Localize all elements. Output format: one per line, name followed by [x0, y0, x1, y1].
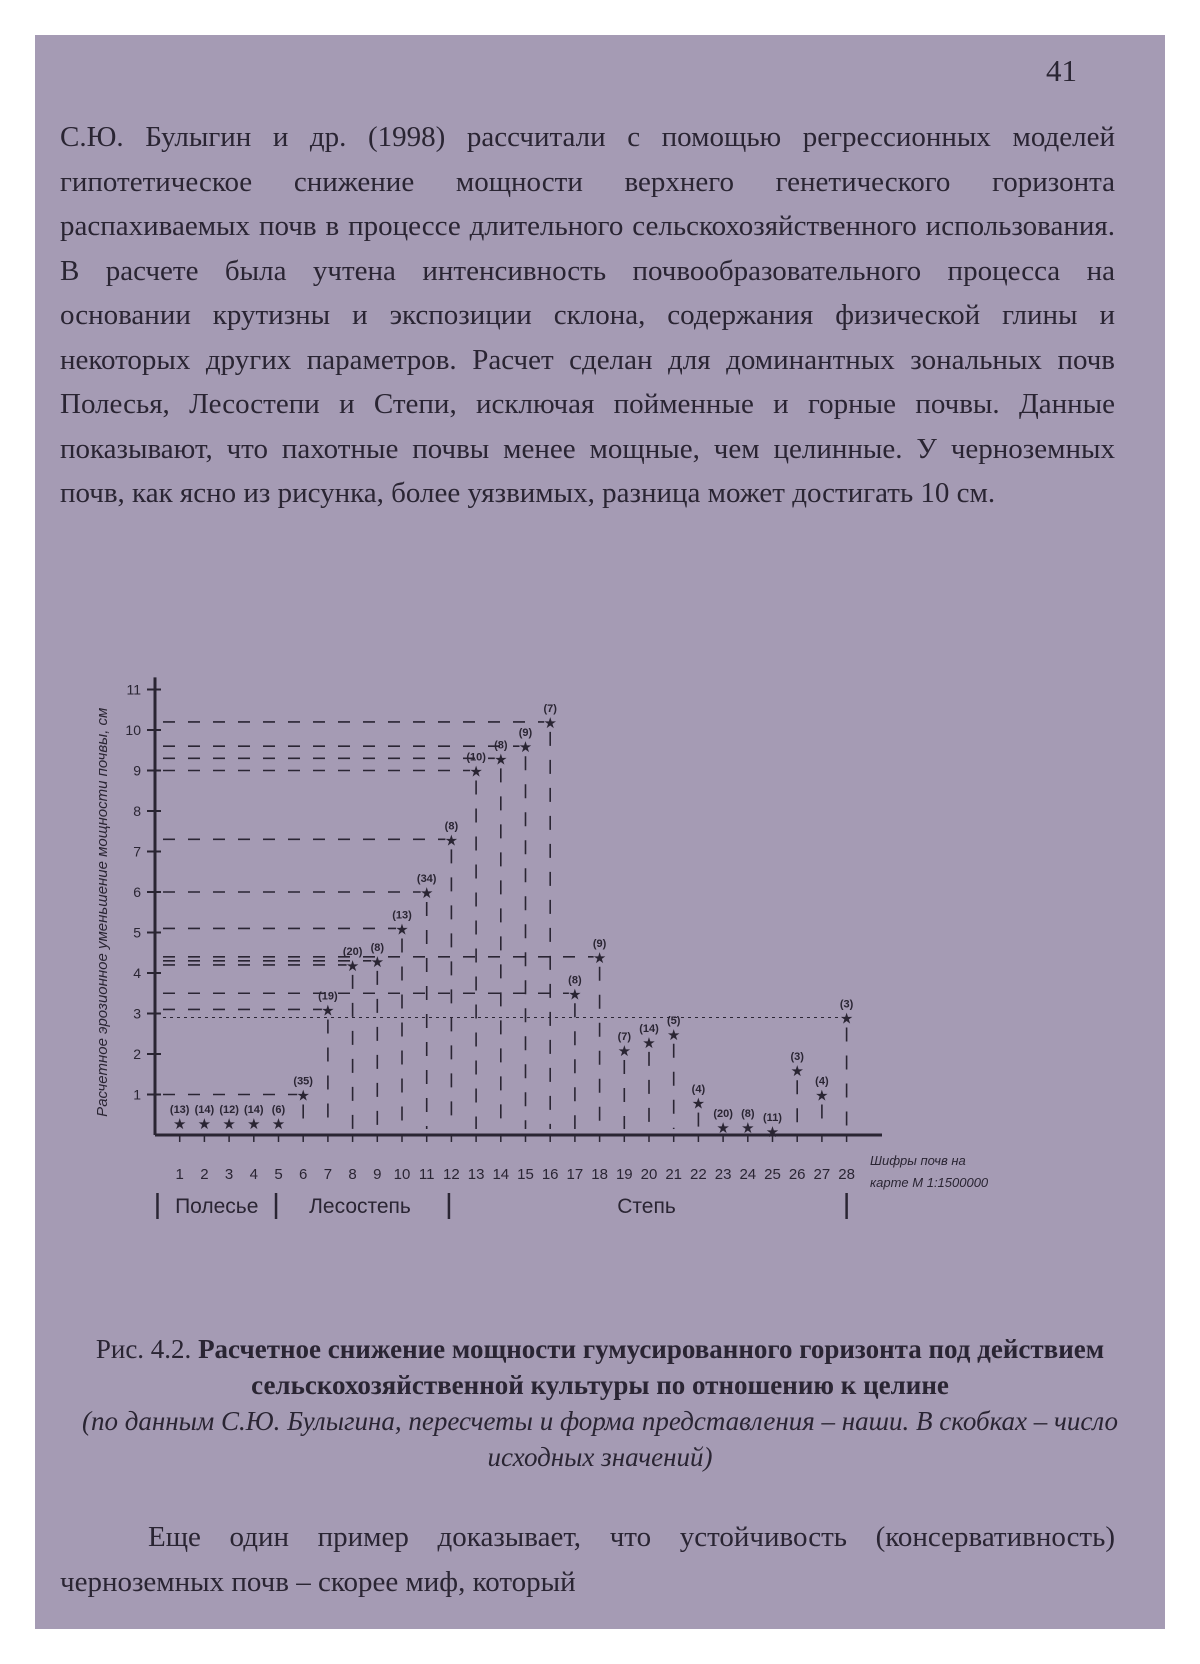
- data-point-star: ★: [370, 953, 385, 971]
- figure-4-2: [35, 681, 1165, 1305]
- data-point-star: ★: [321, 1002, 335, 1020]
- x-tick-label: 7: [323, 1166, 333, 1183]
- data-point-count: (19): [318, 990, 338, 1003]
- data-point-star: ★: [172, 1116, 187, 1133]
- data-point-star: ★: [222, 1116, 236, 1133]
- x-tick-label: 2: [200, 1166, 209, 1183]
- data-point-star: ★: [642, 1034, 656, 1052]
- data-point-count: (8): [741, 1107, 755, 1120]
- data-point-count: (13): [169, 1104, 190, 1116]
- data-point-count: (4): [691, 1083, 706, 1096]
- y-tick-label: 11: [126, 681, 141, 698]
- x-tick-label: 8: [348, 1166, 357, 1183]
- data-point-count: (14): [639, 1022, 659, 1035]
- x-tick-label: 10: [393, 1166, 411, 1183]
- scanned-page: [35, 35, 1165, 1629]
- zone-label-step: Степь: [617, 1195, 676, 1218]
- x-tick-label: 12: [443, 1166, 460, 1183]
- x-tick-label: 5: [274, 1166, 283, 1183]
- data-point-count: (3): [839, 998, 854, 1011]
- y-tick-label: 3: [133, 1005, 141, 1022]
- x-tick-label: 25: [764, 1166, 781, 1183]
- data-point-star: ★: [543, 714, 557, 732]
- x-tick-label: 27: [813, 1166, 831, 1183]
- data-point-count: (12): [219, 1104, 239, 1116]
- data-point-count: (6): [271, 1104, 286, 1116]
- data-point-count: (8): [568, 974, 582, 987]
- data-point-star: ★: [741, 1119, 755, 1137]
- data-point-star: ★: [716, 1119, 730, 1137]
- data-point-star: ★: [790, 1063, 804, 1081]
- data-point-count: (35): [293, 1075, 313, 1088]
- data-point-star: ★: [839, 1010, 854, 1028]
- figure-caption: [65, 1331, 1135, 1475]
- data-point-star: ★: [592, 949, 607, 967]
- caption-number: Рис. 4.2.: [95, 1334, 192, 1364]
- data-point-star: ★: [395, 921, 409, 939]
- x-tick-label: 6: [299, 1166, 308, 1183]
- y-axis-label: Расчетное эрозионное уменьшение мощности почвы, см: [94, 707, 111, 1117]
- data-point-star: ★: [247, 1116, 261, 1133]
- paragraph-intro: С.Ю. Булыгин и др. (1998) рассчитали с помощью регрессионных моделей гипотетическое снижение мощности верхнего генетического горизонта распахиваемых почв в процессе длительного сельскохозяйственного использования. В расчете была учтена интенсивность почвообразовательного процесса на основании крутизны и экспозиции склона, содержания физической глины и некоторых других параметров. Расчет сделан для доминантных зональных почв Полесья, Лесостепи и Степи, исключая пойменные и горные почвы. Данные показывают, что пахотные почвы менее мощные, чем целинные. У черноземных почв, как ясно из рисунка, более уязвимых, разница может достигать 10 см.: [60, 121, 1115, 509]
- data-point-star: ★: [296, 1087, 310, 1105]
- x-tick-label: 22: [690, 1166, 707, 1183]
- data-point-count: (9): [518, 727, 533, 740]
- data-point-star: ★: [345, 957, 360, 975]
- x-tick-label: 15: [517, 1166, 534, 1183]
- data-point-count: (10): [466, 751, 486, 764]
- caption-title: Расчетное снижение мощности гумусированного горизонта под действием сельскохозяйственной культуры по отношению к целине: [198, 1334, 1105, 1400]
- y-tick-label: 2: [133, 1046, 141, 1062]
- x-tick-label: 1: [175, 1166, 184, 1183]
- data-point-star: ★: [691, 1095, 706, 1113]
- x-tick-label: 18: [591, 1166, 608, 1183]
- x-tick-label: 24: [739, 1166, 757, 1183]
- data-point-count: (7): [617, 1030, 632, 1043]
- x-tick-label: 13: [467, 1166, 485, 1183]
- y-tick-label: 6: [133, 884, 141, 900]
- data-point-star: ★: [494, 751, 508, 769]
- x-tick-label: 19: [615, 1166, 633, 1183]
- data-point-count: (20): [713, 1107, 733, 1120]
- x-tick-label: 23: [714, 1166, 732, 1183]
- x-axis-label: Шифры почв на: [870, 1153, 966, 1168]
- zone-label-polesie: Полесье: [175, 1195, 259, 1218]
- data-point-count: (34): [416, 873, 437, 885]
- data-point-count: (4): [815, 1075, 829, 1088]
- data-point-star: ★: [469, 763, 483, 781]
- data-point-star: ★: [518, 739, 533, 757]
- x-tick-label: 3: [224, 1166, 234, 1183]
- data-point-count: (11): [763, 1111, 782, 1124]
- data-point-count: (9): [592, 937, 607, 950]
- chart-erosion-reduction: [35, 681, 1165, 1305]
- x-tick-label: 16: [541, 1166, 559, 1183]
- page-number: 41: [1046, 53, 1077, 88]
- data-point-count: (8): [444, 820, 459, 833]
- y-tick-label: 5: [133, 924, 141, 941]
- y-tick-label: 7: [133, 843, 141, 860]
- data-point-count: (8): [370, 941, 385, 954]
- y-tick-label: 9: [133, 762, 141, 779]
- caption-note: (по данным С.Ю. Булыгина, пересчеты и форма представления – наши. В скобках – число исходных значений): [81, 1406, 1119, 1472]
- data-point-star: ★: [765, 1123, 780, 1141]
- x-tick-label: 4: [249, 1166, 258, 1183]
- x-axis-label-line2: карте М 1:1500000: [870, 1175, 989, 1190]
- data-point-count: (13): [392, 909, 412, 922]
- x-tick-label: 9: [373, 1166, 382, 1183]
- x-tick-label: 28: [838, 1166, 855, 1183]
- data-point-star: ★: [197, 1116, 212, 1133]
- x-tick-label: 20: [640, 1166, 658, 1183]
- data-point-star: ★: [666, 1026, 681, 1044]
- data-point-count: (20): [342, 945, 363, 958]
- data-point-star: ★: [617, 1042, 632, 1060]
- x-tick-label: 26: [788, 1166, 806, 1183]
- data-point-count: (14): [244, 1104, 264, 1116]
- y-tick-label: 1: [133, 1086, 141, 1103]
- data-point-star: ★: [271, 1116, 286, 1133]
- data-point-star: ★: [419, 885, 434, 902]
- x-tick-label: 14: [492, 1166, 510, 1183]
- y-tick-label: 10: [125, 722, 141, 738]
- x-tick-label: 11: [418, 1166, 435, 1183]
- data-point-star: ★: [815, 1087, 829, 1105]
- y-tick-label: 8: [133, 803, 141, 819]
- y-tick-label: 4: [133, 965, 141, 981]
- data-point-count: (7): [543, 702, 557, 715]
- x-tick-label: 21: [665, 1166, 683, 1183]
- data-point-star: ★: [568, 986, 582, 1004]
- zone-label-lesostep: Лесостепь: [309, 1195, 411, 1218]
- data-point-count: (5): [666, 1014, 681, 1027]
- x-tick-label: 17: [566, 1166, 584, 1183]
- paragraph-continuation: Еще один пример доказывает, что устойчивость (консервативность) черноземных почв – скорее миф, который: [60, 1521, 1115, 1598]
- data-point-count: (14): [194, 1104, 215, 1116]
- data-point-star: ★: [444, 832, 459, 850]
- data-point-count: (3): [790, 1051, 804, 1064]
- data-point-count: (8): [494, 739, 508, 752]
